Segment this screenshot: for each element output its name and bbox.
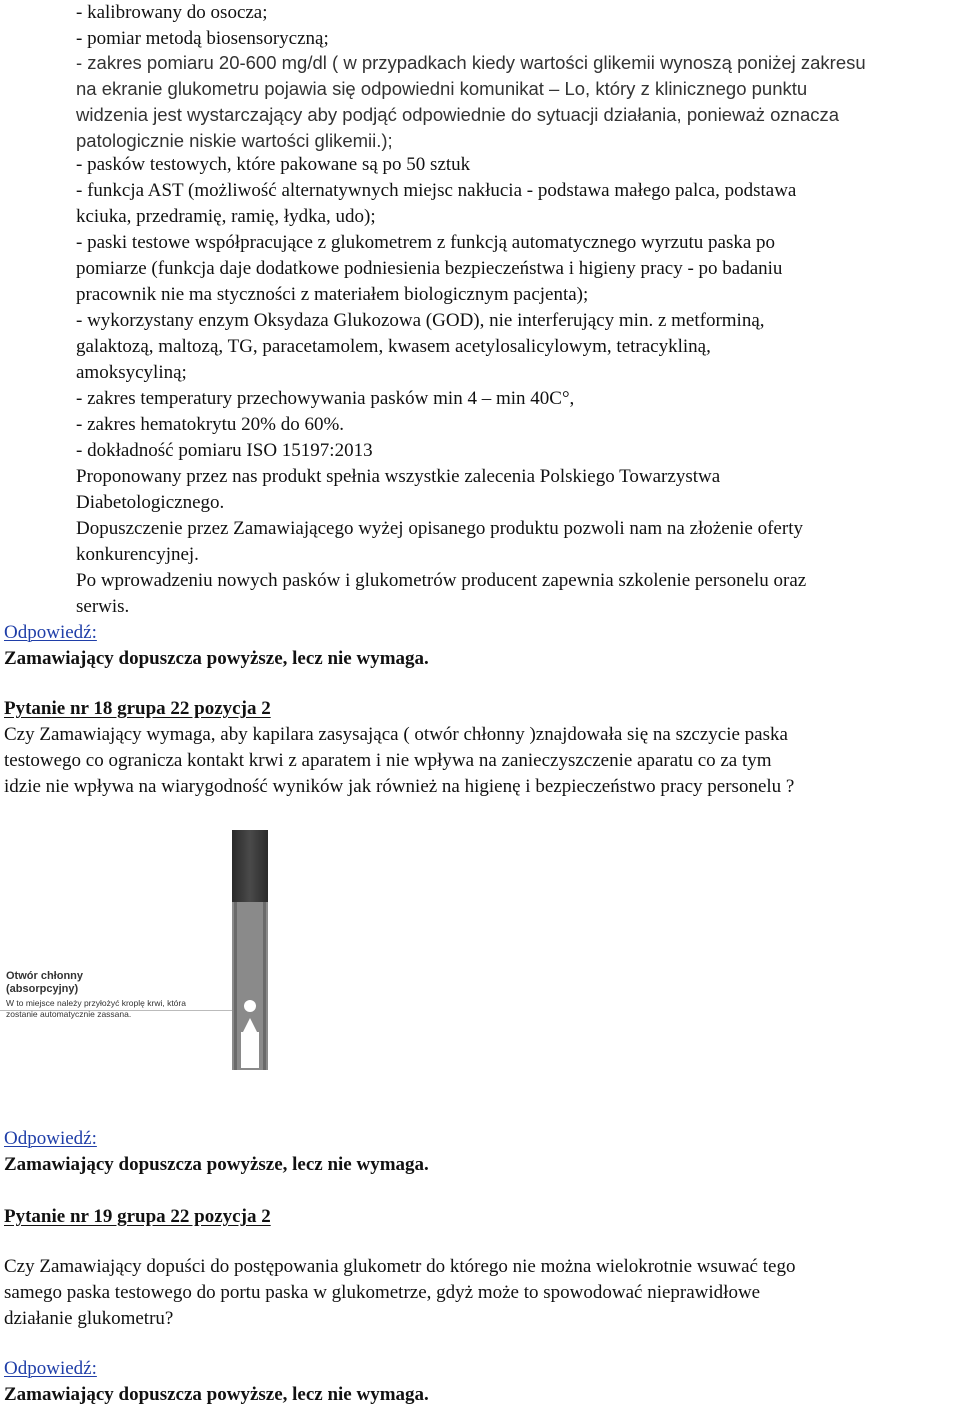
question-19-line: samego paska testowego do portu paska w glukometrze, gdyż może to spowodować nieprawidłowe bbox=[4, 1282, 761, 1303]
test-strip-figure bbox=[0, 820, 280, 1080]
question-19-title: Pytanie nr 19 grupa 22 pozycja 2 bbox=[4, 1206, 271, 1227]
figure-callout-title: (absorpcyjny) bbox=[6, 983, 79, 995]
spec-line: amoksycyliną; bbox=[76, 362, 187, 383]
spec-line: patologicznie niskie wartości glikemii.); bbox=[76, 130, 393, 151]
spec-line: pomiarze (funkcja daje dodatkowe podniesienia bezpieczeństwa i higieny pracy - po badaniu bbox=[76, 258, 783, 279]
spec-line: Diabetologicznego. bbox=[76, 492, 225, 513]
answer-text: Zamawiający dopuszcza powyższe, lecz nie wymaga. bbox=[4, 1154, 429, 1175]
spec-line: - dokładność pomiaru ISO 15197:2013 bbox=[76, 440, 373, 461]
question-19-line: Czy Zamawiający dopuści do postępowania glukometr do którego nie można wielokrotnie wsuwać tego bbox=[4, 1256, 796, 1277]
question-18-line: Czy Zamawiający wymaga, aby kapilara zasysająca ( otwór chłonny )znajdowała się na szczycie paska bbox=[4, 724, 788, 745]
spec-line: - zakres pomiaru 20-600 mg/dl ( w przypadkach kiedy wartości glikemii wynoszą poniżej zakresu bbox=[76, 52, 866, 73]
spec-line: Po wprowadzeniu nowych pasków i glukometrów producent zapewnia szkolenie personelu oraz bbox=[76, 570, 807, 591]
answer-label: Odpowiedź: bbox=[4, 1358, 97, 1379]
blood-drop-icon bbox=[244, 1000, 256, 1012]
spec-line: na ekranie glukometru pojawia się odpowiedni komunikat – Lo, który z klinicznego punktu bbox=[76, 78, 808, 99]
spec-line: - zakres hematokrytu 20% do 60%. bbox=[76, 414, 345, 435]
spec-line: pracownik nie ma styczności z materiałem biologicznym pacjenta); bbox=[76, 284, 589, 305]
strip-dark-top bbox=[232, 830, 268, 902]
spec-line: - pomiar metodą biosensoryczną; bbox=[76, 28, 329, 49]
figure-callout-title: Otwór chłonny bbox=[6, 970, 83, 982]
question-18-title: Pytanie nr 18 grupa 22 pozycja 2 bbox=[4, 698, 271, 719]
spec-line: - funkcja AST (możliwość alternatywnych miejsc nakłucia - podstawa małego palca, podstawa bbox=[76, 180, 797, 201]
spec-line: - pasków testowych, które pakowane są po 50 sztuk bbox=[76, 154, 471, 175]
question-18-line: idzie nie wpływa na wiarygodność wyników jak również na higienę i bezpieczeństwo pracy personelu ? bbox=[4, 776, 795, 797]
question-19-line: działanie glukometru? bbox=[4, 1308, 174, 1329]
spec-line: kciuka, przedramię, ramię, łydka, udo); bbox=[76, 206, 376, 227]
answer-label: Odpowiedź: bbox=[4, 1128, 97, 1149]
spec-line: konkurencyjnej. bbox=[76, 544, 199, 565]
spec-line: - kalibrowany do osocza; bbox=[76, 2, 268, 23]
spec-line: Proponowany przez nas produkt spełnia wszystkie zalecenia Polskiego Towarzystwa bbox=[76, 466, 721, 487]
spec-line: widzenia jest wystarczający aby podjąć odpowiednie do sytuacji działania, ponieważ oznacza bbox=[76, 104, 840, 125]
answer-text: Zamawiający dopuszcza powyższe, lecz nie wymaga. bbox=[4, 648, 429, 669]
answer-text: Zamawiający dopuszcza powyższe, lecz nie wymaga. bbox=[4, 1384, 429, 1405]
spec-line: - zakres temperatury przechowywania pasków min 4 – min 40C°, bbox=[76, 388, 575, 409]
spec-line: - wykorzystany enzym Oksydaza Glukozowa (GOD), nie interferujący min. z metforminą, bbox=[76, 310, 765, 331]
test-strip-illustration bbox=[0, 820, 280, 1080]
strip-contact-window bbox=[241, 1032, 259, 1068]
spec-line: galaktozą, maltozą, TG, paracetamolem, kwasem acetylosalicylowym, tetracykliną, bbox=[76, 336, 711, 357]
figure-callout-note: W to miejsce należy przyłożyć kroplę krwi, która bbox=[6, 998, 186, 1008]
figure-callout-note: zostanie automatycznie zassana. bbox=[6, 1009, 132, 1019]
answer-label: Odpowiedź: bbox=[4, 622, 97, 643]
question-18-line: testowego co ogranicza kontakt krwi z aparatem i nie wpływa na zanieczyszczenie aparatu co za tym bbox=[4, 750, 772, 771]
spec-line: Dopuszczenie przez Zamawiającego wyżej opisanego produktu pozwoli nam na złożenie oferty bbox=[76, 518, 803, 539]
spec-line: serwis. bbox=[76, 596, 130, 617]
spec-line: - paski testowe współpracujące z glukometrem z funkcją automatycznego wyrzutu paska po bbox=[76, 232, 776, 253]
